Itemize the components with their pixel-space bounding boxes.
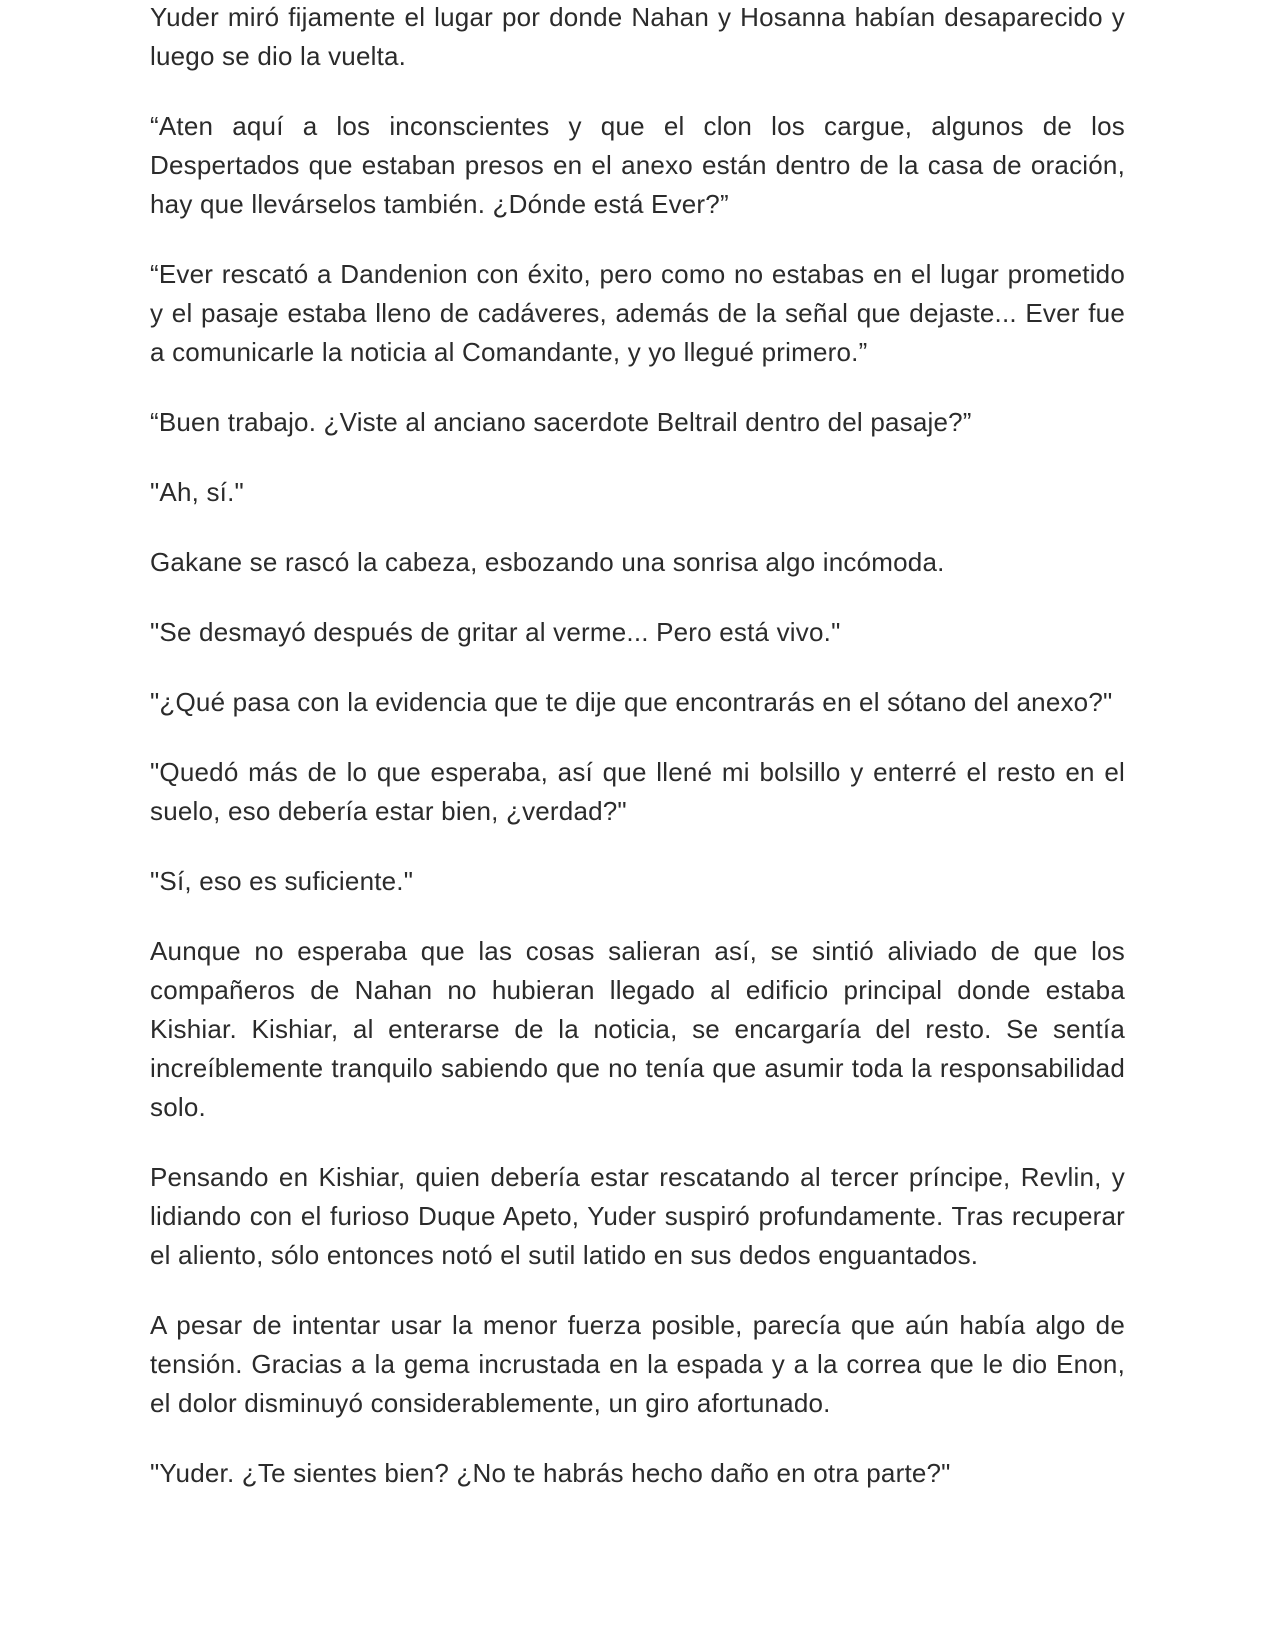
paragraph: Pensando en Kishiar, quien debería estar rescatando al tercer príncipe, Revlin, y lidiando con el furioso Duque Apeto, Yuder suspiró profundamente. Tras recuperar el aliento, sólo entonces notó el sutil latido en sus dedos enguantados. [150, 1162, 1125, 1270]
paragraph: "Se desmayó después de gritar al verme... Pero está vivo." [150, 617, 841, 647]
paragraph: Aunque no esperaba que las cosas salieran así, se sintió aliviado de que los compañeros de Nahan no hubieran llegado al edificio principal donde estaba Kishiar. Kishiar, al enterarse de la noticia, se encargaría del resto. Se sentía increíblemente tranquilo sabiendo que no tenía que asumir toda la responsabilidad solo. [150, 936, 1125, 1122]
paragraph: “Aten aquí a los inconscientes y que el clon los cargue, algunos de los Despertados que estaban presos en el anexo están dentro de la casa de oración, hay que llevárselos también. ¿Dónde está Ever?” [150, 111, 1125, 219]
document-page [150, 0, 1125, 1524]
paragraph: "Yuder. ¿Te sientes bien? ¿No te habrás hecho daño en otra parte?" [150, 1458, 951, 1488]
paragraph: “Ever rescató a Dandenion con éxito, pero como no estabas en el lugar prometido y el pasaje estaba lleno de cadáveres, además de la señal que dejaste... Ever fue a comunicarle la noticia al Comandante, y yo llegué primero.” [150, 259, 1125, 367]
paragraph: A pesar de intentar usar la menor fuerza posible, parecía que aún había algo de tensión. Gracias a la gema incrustada en la espada y a la correa que le dio Enon, el dolor disminuyó considerablemente, un giro afortunado. [150, 1310, 1125, 1418]
paragraph: "Sí, eso es suficiente." [150, 866, 414, 896]
paragraph: "¿Qué pasa con la evidencia que te dije que encontrarás en el sótano del anexo?" [150, 687, 1113, 717]
paragraph: “Buen trabajo. ¿Viste al anciano sacerdote Beltrail dentro del pasaje?” [150, 407, 972, 437]
paragraph: "Ah, sí." [150, 477, 244, 507]
paragraph: "Quedó más de lo que esperaba, así que llené mi bolsillo y enterré el resto en el suelo, eso debería estar bien, ¿verdad?" [150, 757, 1125, 826]
paragraph: Yuder miró fijamente el lugar por donde Nahan y Hosanna habían desaparecido y luego se dio la vuelta. [150, 2, 1125, 71]
paragraph: Gakane se rascó la cabeza, esbozando una sonrisa algo incómoda. [150, 547, 945, 577]
